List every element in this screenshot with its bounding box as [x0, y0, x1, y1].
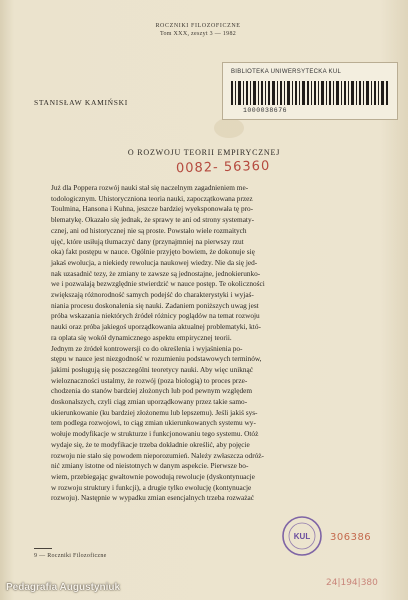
text-line: chodzenia do stanów bardziej złożonych lub pod pewnym względem [51, 386, 253, 396]
text-line: próba wskazania niektórych źródeł różnicy poglądów na temat rozwoju [51, 311, 260, 321]
library-round-stamp-icon [280, 514, 324, 558]
text-line: stępu w nauce jest niezgodność w rozumieniu podstawowych terminów, [51, 354, 262, 364]
text-line: zwiększają różnorodność samych podejść do charakterystyki i wyjaś- [51, 290, 254, 300]
text-line: doskonalszych, czyli ciąg zmian uporządkowany przez takie samo- [51, 397, 248, 407]
article-body [34, 183, 378, 504]
library-name: BIBLIOTEKA UNIWERSYTECKA KUL [231, 69, 342, 75]
text-line: ujęć, które usiłują tłumaczyć dany (przynajmniej na pierwszy rzut [51, 236, 244, 246]
page-footer: 9 — Roczniki Filozoficzne [34, 553, 107, 559]
text-line: rozwoju). Następnie w wypadku zmian esencjalnych trzeba rozważać [51, 493, 255, 503]
journal-issue: Tom XXX, zeszyt 3 — 1982 [159, 31, 237, 37]
article-title: O ROZWOJU TEORII EMPIRYCZNEJ [127, 148, 281, 157]
text-line: w rozwoju struktury i funkcji), a drugie tylko ewolucję (kontynuacje [51, 482, 252, 492]
text-line: wydaje się, że te modyfikacje trzeba dokładnie określić, aby pojęcie [51, 439, 250, 449]
text-line: jakaś ewolucja, a niekiedy rewolucja naukowej wiedzy. Nie da się jed- [51, 257, 258, 267]
text-line: blematykę. Okazało się jednak, że sprawy te ani od strony systematy- [51, 215, 255, 225]
text-line: wieloznaczności ustalmy, że rozwój (poza biologią) to proces prze- [51, 375, 248, 385]
text-line: Toulmina, Hansona i Kuhna, jeszcze bardziej wyeksponowała tę pro- [51, 204, 254, 214]
paper-stain [214, 118, 244, 138]
library-barcode-label [222, 62, 398, 120]
text-line: rozwoju nie stało się powodem nieporozumień. Należy zwłaszcza odróż- [51, 450, 264, 460]
barcode-number: 1000038676 [243, 107, 288, 114]
paragraph-2 [34, 344, 378, 505]
text-line: we i pozwalają bezwzględnie stwierdzić w nauce postęp. Te okoliczności [51, 279, 265, 289]
shelf-number: 306386 [330, 532, 372, 543]
photo-credit: Pedagrafia Augustyniuk [6, 582, 121, 593]
text-line: ukierunkowanie (ku bardziej złożonemu lub lepszemu). Jeśli jakiś sys- [51, 407, 258, 417]
footer-rule [34, 548, 52, 549]
pencil-note: 24|194|380 [326, 578, 378, 588]
text-line: todologicznym. Uhistoryczniona teoria nauki, zapoczątkowana przez [51, 193, 253, 203]
text-line: nauki oraz próba jakiegoś uporządkowania aktualnej problematyki, któ- [51, 322, 261, 332]
text-line: jakimi posługują się poszczególni teoretycy nauki. Aby więc uniknąć [51, 364, 254, 374]
text-line: wołuje modyfikacje w strukturze i funkcjonowaniu tego systemu. Otóż [51, 429, 259, 439]
text-line: Jednym ze źródeł kontrowersji co do określenia i wyjaśnienia po- [51, 343, 243, 353]
text-line: nak uzasadnić tezy, że zmiany te zawsze są jednostajne, jednokierunko- [51, 268, 261, 278]
barcode-icon [231, 81, 391, 105]
text-line: niania procesu doskonalenia się nauki. Zadaniem poniższych uwag jest [51, 300, 259, 310]
text-line: Już dla Poppera rozwój nauki stał się naczelnym zagadnieniem me- [51, 183, 249, 192]
text-line: cznej, ani od historycznej nie są proste. Powstało wiele rozmaitych [51, 225, 247, 235]
journal-title: ROCZNIKI FILOZOFICZNE [155, 23, 241, 29]
svg-text:KUL: KUL [293, 532, 311, 541]
handwritten-note: 0082- 56360 [175, 158, 271, 177]
text-line: wiem, przebiegając gwałtownie powodują rewolucje (dyskontynuacje [51, 471, 255, 481]
article-author: STANISŁAW KAMIŃSKI [34, 98, 128, 107]
text-line: oka) fakt postępu w nauce. Ogólnie przyjęto bowiem, że dokonuje się [51, 247, 255, 257]
text-line: ra oplata się wokół dynamicznego aspektu empirycznej teorii. [51, 332, 232, 342]
text-line: nić zmiany istotne od nieistotnych w danym aspekcie. Pierwsze bo- [51, 461, 249, 471]
text-line: tem podlega rozwojowi, to ciąg zmian ukierunkowanych systemu wy- [51, 418, 256, 428]
paragraph-1 [34, 183, 378, 344]
journal-header [138, 22, 258, 38]
